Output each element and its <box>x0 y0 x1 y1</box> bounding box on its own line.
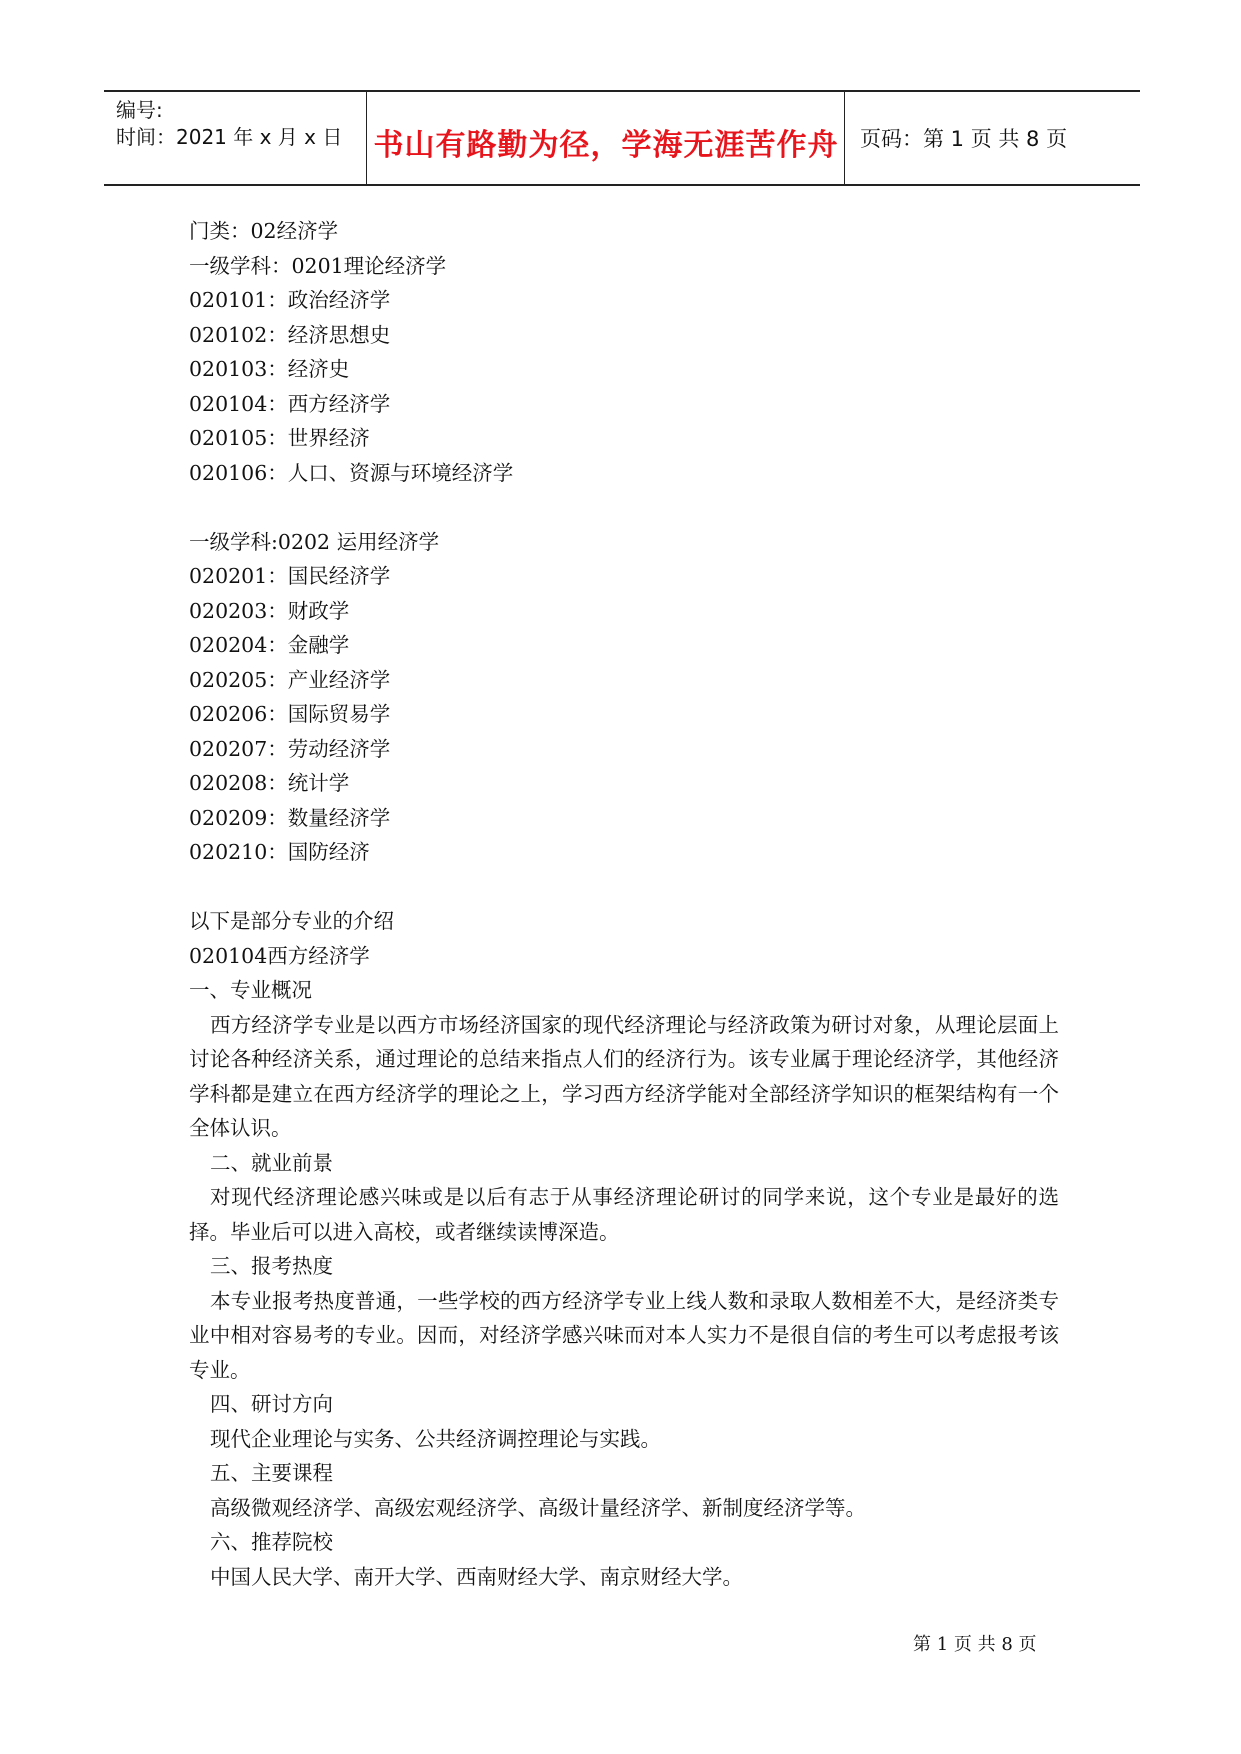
list-item: 020103：经济史 <box>189 357 350 381</box>
list-item: 020101：政治经济学 <box>189 288 391 312</box>
list-item: 020206：国际贸易学 <box>189 702 391 726</box>
list-item: 020104：西方经济学 <box>189 391 391 416</box>
section-paragraph: 对现代经济理论感兴味或是以后有志于从事经济理论研讨的同学来说，这个专业是最好的选择。毕业后可以进入高校，或者继续读博深造。 <box>189 1185 1059 1244</box>
header-meta-cell <box>104 92 367 184</box>
discipline-title: 一级学科:0202 运用经济学 <box>189 529 440 554</box>
document-header <box>104 90 1140 186</box>
category-line: 门类：02经济学 <box>189 219 339 243</box>
list-item: 020204：金融学 <box>189 633 350 657</box>
section-paragraph: 本专业报考热度普通，一些学校的西方经济学专业上线人数和录取人数相差不大，是经济类专业中相对容易考的专业。因而，对经济学感兴味而对本人实力不是很自信的考生可以考虑报考该专业。 <box>189 1288 1059 1382</box>
header-page-cell <box>846 92 1140 184</box>
section-heading: 四、研讨方向 <box>210 1392 333 1416</box>
footer-page-number: 第 1 页 共 8 页 <box>913 1634 1037 1655</box>
list-item: 020203：财政学 <box>189 598 350 623</box>
section-heading: 二、就业前景 <box>210 1150 333 1175</box>
section-paragraph: 西方经济学专业是以西方市场经济国家的现代经济理论与经济政策为研讨对象，从理论层面上讨论各种经济关系，通过理论的总结来指点人们的经济行为。该专业属于理论经济学，其他经济学科都是建立在西方经济学的理论之上，学习西方经济学能对全部经济学知识的框架结构有一个全体认识。 <box>189 1012 1059 1140</box>
list-item: 020207：劳动经济学 <box>189 736 391 761</box>
major-title: 020104西方经济学 <box>189 943 370 968</box>
section-heading: 六、推荐院校 <box>210 1530 333 1554</box>
list-item: 020106：人口、资源与环境经济学 <box>189 460 514 485</box>
section-paragraph: 现代企业理论与实务、公共经济调控理论与实践。 <box>210 1426 661 1451</box>
number-label: 编号: <box>116 98 163 122</box>
section-heading: 三、报考热度 <box>210 1254 333 1278</box>
section-paragraph: 中国人民大学、南开大学、西南财经大学、南京财经大学。 <box>210 1564 743 1589</box>
header-page-number: 页码：第 1 页 共 8 页 <box>860 127 1068 151</box>
list-item: 020105：世界经济 <box>189 426 370 450</box>
list-item: 020205：产业经济学 <box>189 667 391 692</box>
section-paragraph: 高级微观经济学、高级宏观经济学、高级计量经济学、新制度经济学等。 <box>210 1495 866 1520</box>
motto-text: 书山有路勤为径，学海无涯苦作舟 <box>373 128 839 163</box>
list-item: 020201：国民经济学 <box>189 564 391 588</box>
list-item: 020210：国防经济 <box>189 840 370 864</box>
intro-lead: 以下是部分专业的介绍 <box>189 909 394 933</box>
discipline-title: 一级学科：0201理论经济学 <box>189 253 447 278</box>
document-body <box>189 214 1059 1594</box>
list-item: 020208：统计学 <box>189 771 350 795</box>
section-heading: 五、主要课程 <box>210 1461 333 1485</box>
section-heading: 一、专业概况 <box>189 978 312 1002</box>
list-item: 020209：数量经济学 <box>189 805 391 830</box>
time-label: 时间：2021 年 x 月 x 日 <box>116 125 343 149</box>
list-item: 020102：经济思想史 <box>189 322 391 347</box>
header-motto-cell <box>368 92 845 184</box>
